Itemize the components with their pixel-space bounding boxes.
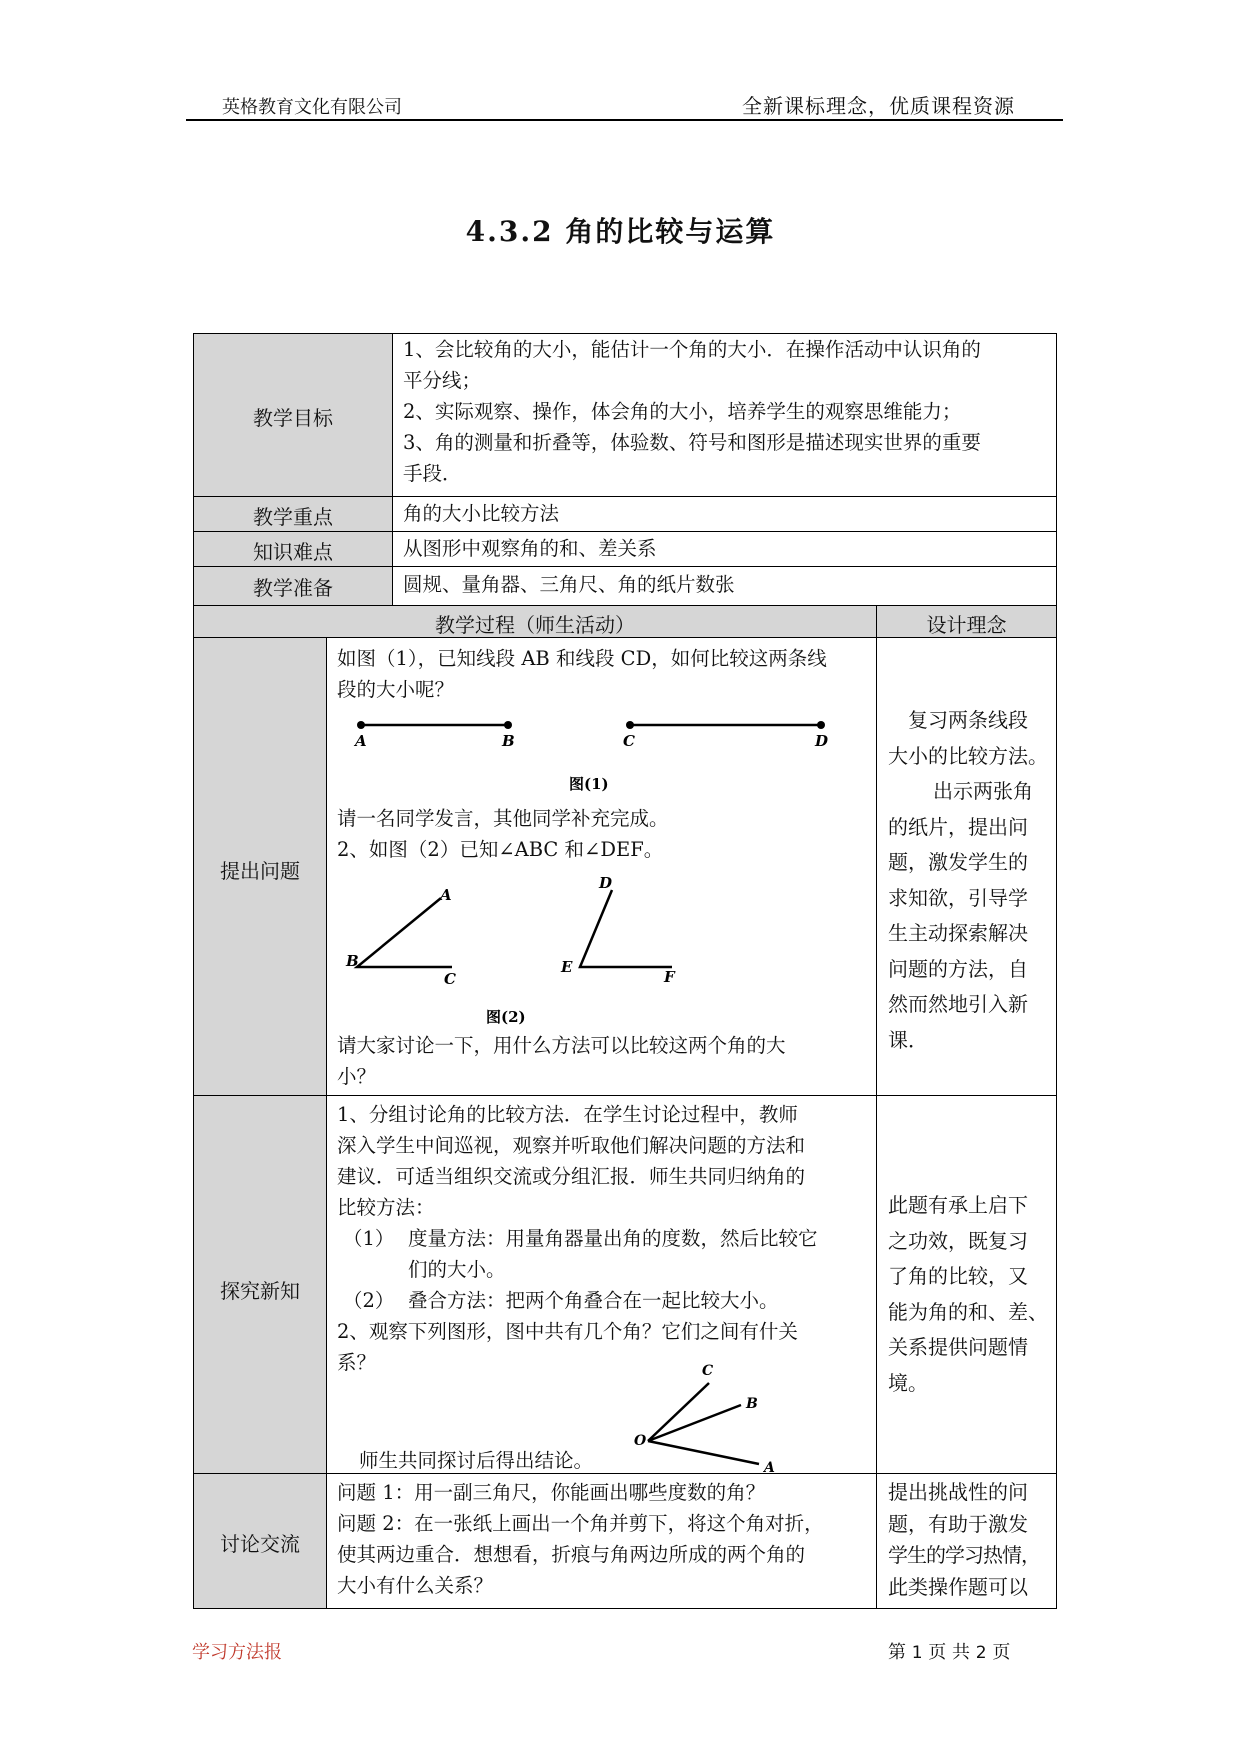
label-explore: 探究新知 xyxy=(220,1279,300,1303)
teaching-goal-text: 1、会比较角的大小，能估计一个角的大小．在操作活动中认识角的 平分线； 2、实际观察、操作，体会角的大小，培养学生的观察思维能力； 3、角的测量和折叠等，体验数、符号和图形是描述现实世界的重要 手段． xyxy=(403,338,981,485)
fig2-label-b: B xyxy=(346,952,359,970)
footer-source: 学习方法报 xyxy=(192,1642,282,1663)
discussion-text: 问题 1：用一副三角尺，你能画出哪些度数的角？ 问题 2：在一张纸上画出一个角并剪下，将这个角对折， 使其两边重合．想想看，折痕与角两边所成的两个角的 大小有什么关系？ xyxy=(337,1481,824,1597)
label-teaching-goal: 教学目标 xyxy=(253,406,333,430)
raise-question-outro: 请大家讨论一下，用什么方法可以比较这两个角的大 小？ xyxy=(337,1034,786,1088)
label-preparation: 教学准备 xyxy=(253,576,333,600)
figure-1-segments xyxy=(340,712,870,802)
difficulty-text: 从图形中观察角的和、差关系 xyxy=(403,537,657,560)
fig3-label-o: O xyxy=(634,1433,647,1449)
key-point-text: 角的大小比较方法 xyxy=(403,502,560,525)
fig2-label-f: F xyxy=(664,968,675,986)
fig1-caption: 图(1) xyxy=(569,775,609,793)
fig1-label-b: B xyxy=(502,732,515,750)
raise-question-intro: 如图（1），已知线段 AB 和线段 CD，如何比较这两条线 段的大小呢？ xyxy=(337,647,827,701)
note-explore: 此题有承上启下 之功效，既复习 了角的比较，又 能为角的和、差、 关系提供问题情 境。 xyxy=(888,1193,1048,1395)
label-key-point: 教学重点 xyxy=(253,505,333,529)
fig2-label-c: C xyxy=(444,970,456,988)
header-company: 英格教育文化有限公司 xyxy=(222,97,402,118)
fig1-label-c: C xyxy=(623,732,635,750)
header-rule xyxy=(186,119,1063,121)
label-difficulty: 知识难点 xyxy=(253,540,333,564)
process-header-right: 设计理念 xyxy=(926,613,1007,637)
raise-question-mid: 请一名同学发言，其他同学补充完成。 2、如图（2）已知∠ABC 和∠DEF。 xyxy=(337,807,669,861)
fig1-label-d: D xyxy=(815,732,829,750)
fig1-label-a: A xyxy=(355,732,367,750)
footer-page-number: 第 1 页 共 2 页 xyxy=(888,1642,1011,1663)
fig2-label-e: E xyxy=(561,958,573,976)
preparation-text: 圆规、量角器、三角尺、角的纸片数张 xyxy=(403,573,735,596)
header-slogan: 全新课标理念，优质课程资源 xyxy=(742,94,1015,118)
explore-text: 1、分组讨论角的比较方法．在学生讨论过程中，教师 深入学生中间巡视，观察并听取他们解决问题的方法和 建议．可适当组织交流或分组汇报．师生共同归纳角的 比较方法： （1） 度量方法：用量角器量出角的度数，然后比较它 们的大小。 （2） 叠合方法：把两个角叠合在一起比较大小。 2、观察下列图形，图中共有几个角？它们之间有什关 系？ xyxy=(337,1103,818,1374)
fig3-label-b: B xyxy=(746,1396,758,1412)
label-raise-question: 提出问题 xyxy=(220,859,300,883)
figure-2-angles xyxy=(340,870,870,1030)
page-title: 4.3.2 角的比较与运算 xyxy=(465,215,776,248)
figure-3-angles xyxy=(620,1355,790,1475)
explore-conclusion: 师生共同探讨后得出结论。 xyxy=(359,1449,594,1472)
label-discussion: 讨论交流 xyxy=(220,1532,300,1556)
note-discussion: 提出挑战性的问 题，有助于激发 学生的学习热情， 此类操作题可以 xyxy=(888,1480,1040,1599)
note-raise-question: 复习两条线段 大小的比较方法。 出示两张角 的纸片，提出问 题，激发学生的 求知欲，引导学 生主动探索解决 问题的方法，自 然而然地引入新 课． xyxy=(888,708,1048,1052)
fig2-label-a: A xyxy=(440,886,452,904)
fig2-label-d: D xyxy=(599,874,613,892)
process-header-left: 教学过程（师生活动） xyxy=(435,613,635,637)
fig3-label-c: C xyxy=(702,1363,714,1379)
fig3-label-a: A xyxy=(764,1460,775,1475)
fig2-caption: 图(2) xyxy=(486,1008,526,1026)
